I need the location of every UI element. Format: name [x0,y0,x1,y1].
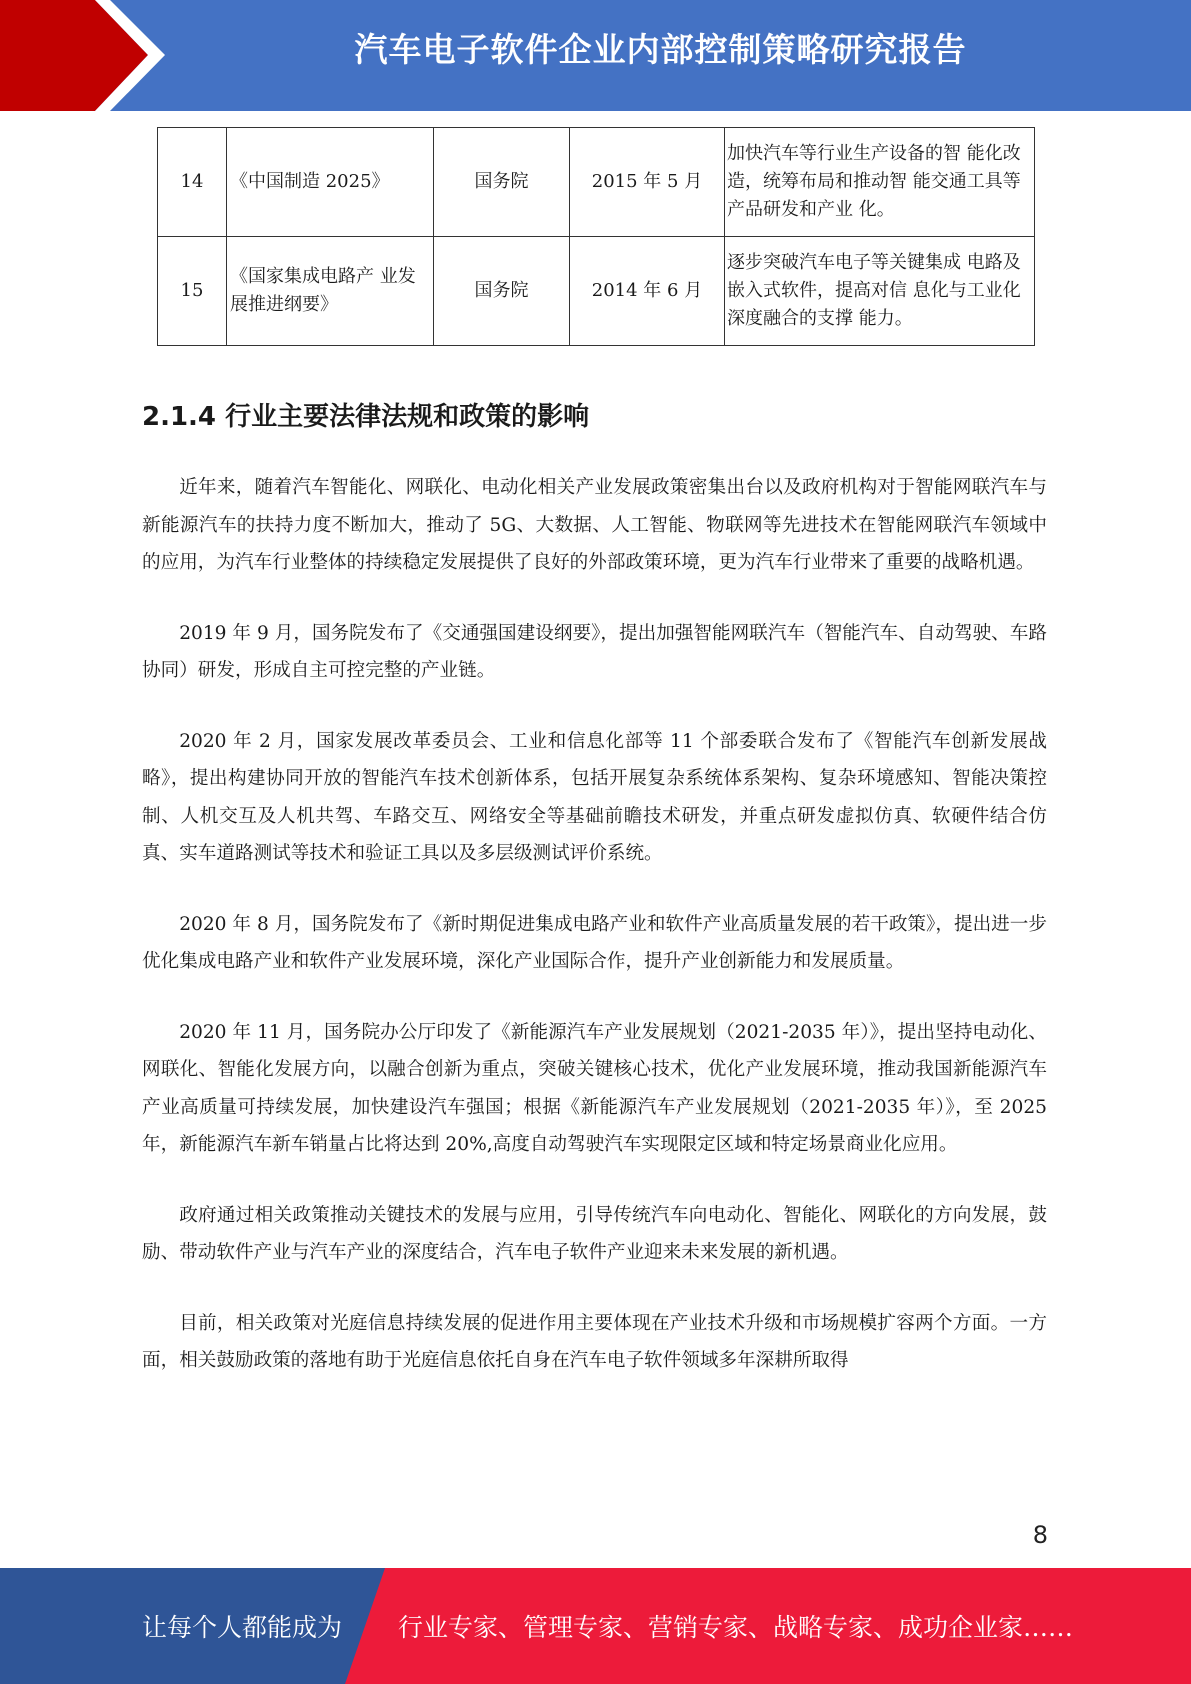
policy-name: 《中国制造 2025》 [227,128,434,237]
footer-slogan-left: 让每个人都能成为 [142,1613,343,1642]
row-number: 15 [158,237,227,346]
policy-content: 逐步突破汽车电子等关键集成 电路及嵌入式软件，提高对信 息化与工业化深度融合的支撑 能力。 [725,237,1035,346]
row-number: 14 [158,128,227,237]
page-number: 8 [1032,1521,1048,1549]
paragraph: 目前，相关政策对光庭信息持续发展的促进作用主要体现在产业技术升级和市场规模扩容两个方面。一方面，相关鼓励政策的落地有助于光庭信息依托自身在汽车电子软件领域多年深耕所取得 [142,1312,1047,1371]
policy-name: 《国家集成电路产 业发展推进纲要》 [227,237,434,346]
report-title: 汽车电子软件企业内部控制策略研究报告 [354,30,967,69]
policy-issuer: 国务院 [434,128,570,237]
section-heading: 2.1.4 行业主要法律法规和政策的影响 [142,402,590,432]
paragraph: 2019 年 9 月，国务院发布了《交通强国建设纲要》，提出加强智能网联汽车（智能汽车、自动驾驶、车路协同）研发，形成自主可控完整的产业链。 [142,622,1047,681]
footer-banner [0,1568,1191,1684]
paragraph: 近年来，随着汽车智能化、网联化、电动化相关产业发展政策密集出台以及政府机构对于智能网联汽车与新能源汽车的扶持力度不断加大，推动了 5G、大数据、人工智能、物联网等先进技术在智能网联汽车领域中的应用，为汽车行业整体的持续稳定发展提供了良好的外部政策环境，更为汽车行业带来了重要的战略机遇。 [142,477,1047,573]
policy-content: 加快汽车等行业生产设备的智 能化改造，统筹布局和推动智 能交通工具等产品研发和产业 化。 [725,128,1035,237]
header-banner [0,0,1191,111]
paragraph: 2020 年 2 月，国家发展改革委员会、工业和信息化部等 11 个部委联合发布了《智能汽车创新发展战略》，提出构建协同开放的智能汽车技术创新体系，包括开展复杂系统体系架构、复杂环境感知、智能决策控制、人机交互及人机共驾、车路交互、网络安全等基础前瞻技术研发，并重点研发虚拟仿真、软硬件结合仿真、实车道路测试等技术和验证工具以及多层级测试评价系统。 [142,730,1047,864]
table-row [158,128,1035,237]
paragraph: 政府通过相关政策推动关键技术的发展与应用，引导传统汽车向电动化、智能化、网联化的方向发展，鼓励、带动软件产业与汽车产业的深度结合，汽车电子软件产业迎来未来发展的新机遇。 [142,1204,1047,1263]
policy-date: 2015 年 5 月 [570,128,725,237]
table-row [158,237,1035,346]
policy-issuer: 国务院 [434,237,570,346]
policy-table [157,127,1035,346]
policy-date: 2014 年 6 月 [570,237,725,346]
paragraph: 2020 年 11 月，国务院办公厅印发了《新能源汽车产业发展规划（2021-2035 年）》，提出坚持电动化、网联化、智能化发展方向，以融合创新为重点，突破关键核心技术，优化产业发展环境，推动我国新能源汽车产业高质量可持续发展，加快建设汽车强国；根据《新能源汽车产业发展规划（2021-2035 年）》，至 2025 年，新能源汽车新车销量占比将达到 20%,高度自动驾驶汽车实现限定区域和特定场景商业化应用。 [142,1021,1047,1155]
footer-slogan-right: 行业专家、管理专家、营销专家、战略专家、成功企业家…… [398,1613,1074,1642]
paragraph: 2020 年 8 月，国务院发布了《新时期促进集成电路产业和软件产业高质量发展的若干政策》，提出进一步优化集成电路产业和软件产业发展环境，深化产业国际合作，提升产业创新能力和发展质量。 [142,913,1047,972]
section-body [142,469,1047,1413]
